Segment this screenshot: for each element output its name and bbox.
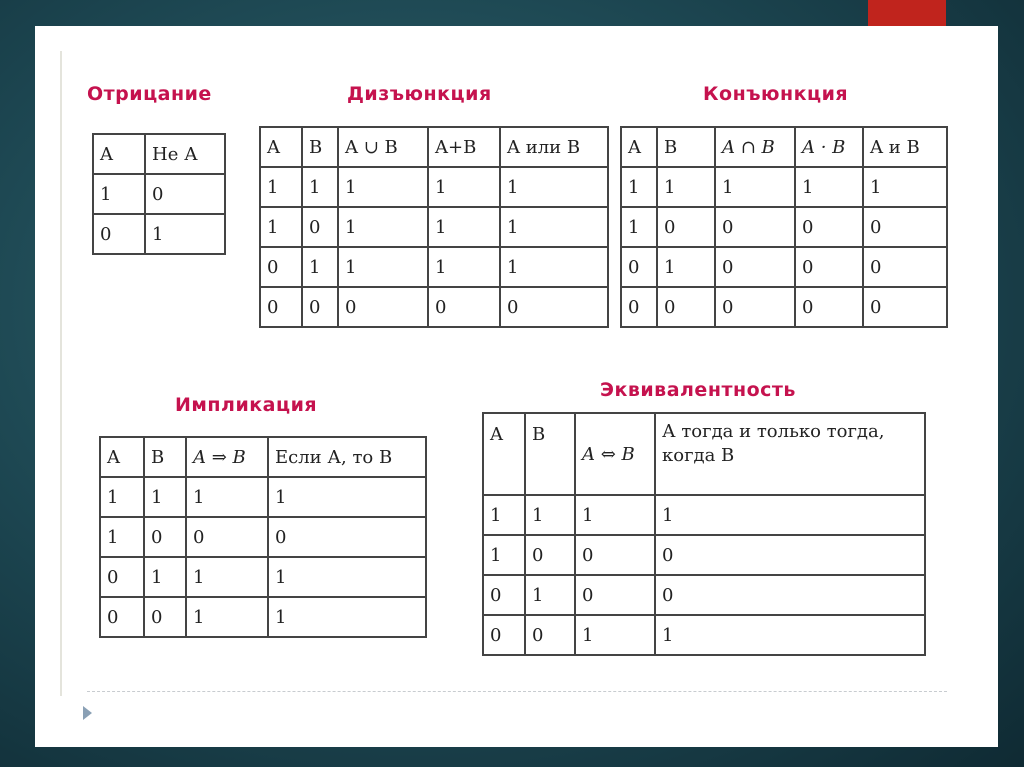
table-cell: 1 <box>268 477 426 517</box>
table-row <box>483 495 925 535</box>
table-cell: 0 <box>657 287 715 327</box>
header-cell: Если А, то В <box>268 437 426 477</box>
table-cell: 1 <box>655 615 925 655</box>
table-cell: 0 <box>657 207 715 247</box>
table-cell: 0 <box>500 287 608 327</box>
table-cell: 1 <box>260 167 302 207</box>
header-cell: B <box>302 127 338 167</box>
table-cell: 1 <box>621 167 657 207</box>
table-row <box>93 174 225 214</box>
table-cell: 1 <box>525 575 575 615</box>
table-cell: 1 <box>483 495 525 535</box>
table-cell: 1 <box>268 597 426 637</box>
table-cell: 1 <box>100 477 144 517</box>
table-row <box>100 557 426 597</box>
table-cell: 0 <box>715 207 795 247</box>
table-header-row <box>483 413 925 495</box>
table-cell: 1 <box>428 167 500 207</box>
table-header-row <box>100 437 426 477</box>
table-row <box>100 517 426 557</box>
table-cell: 1 <box>795 167 863 207</box>
table-row <box>260 207 608 247</box>
table-cell: 0 <box>302 287 338 327</box>
table-cell: 1 <box>428 207 500 247</box>
table-row <box>483 535 925 575</box>
header-cell: Не А <box>145 134 225 174</box>
table-cell: 1 <box>144 557 186 597</box>
table-header-row <box>260 127 608 167</box>
header-cell: A ⇔ B <box>575 413 655 495</box>
header-cell: A <box>621 127 657 167</box>
table-cell: 0 <box>428 287 500 327</box>
table-cell: 1 <box>657 167 715 207</box>
table-row <box>260 287 608 327</box>
negation-table <box>92 133 226 255</box>
table-cell: 0 <box>621 287 657 327</box>
table-cell: 1 <box>302 167 338 207</box>
red-accent-bar <box>868 0 946 26</box>
equivalence-title: Эквивалентность <box>600 379 796 401</box>
table-cell: 1 <box>500 247 608 287</box>
table-row <box>93 214 225 254</box>
table-cell: 0 <box>795 287 863 327</box>
table-cell: 1 <box>186 557 268 597</box>
table-cell: 0 <box>145 174 225 214</box>
table-cell: 0 <box>525 615 575 655</box>
table-cell: 0 <box>260 287 302 327</box>
table-cell: 1 <box>525 495 575 535</box>
table-cell: 0 <box>863 207 947 247</box>
header-cell: B <box>525 413 575 495</box>
table-cell: 0 <box>186 517 268 557</box>
table-cell: 1 <box>145 214 225 254</box>
header-cell: A ⇒ B <box>186 437 268 477</box>
table-cell: 1 <box>338 247 428 287</box>
table-cell: 0 <box>100 557 144 597</box>
table-cell: 1 <box>863 167 947 207</box>
negation-title: Отрицание <box>87 83 212 105</box>
table-row <box>621 207 947 247</box>
disjunction-table <box>259 126 609 328</box>
table-cell: 1 <box>186 477 268 517</box>
table-header-row <box>621 127 947 167</box>
table-cell: 1 <box>144 477 186 517</box>
table-cell: 0 <box>575 575 655 615</box>
header-cell: A <box>260 127 302 167</box>
table-row <box>260 247 608 287</box>
header-cell: B <box>144 437 186 477</box>
table-cell: 0 <box>655 535 925 575</box>
table-cell: 1 <box>500 167 608 207</box>
table-cell: 0 <box>575 535 655 575</box>
decorative-vertical-line <box>60 51 62 696</box>
table-cell: 0 <box>144 597 186 637</box>
table-cell: 1 <box>260 207 302 247</box>
table-row <box>483 615 925 655</box>
table-cell: 1 <box>338 167 428 207</box>
table-cell: 0 <box>338 287 428 327</box>
table-cell: 1 <box>483 535 525 575</box>
table-row <box>621 167 947 207</box>
header-cell: A <box>100 437 144 477</box>
implication-table <box>99 436 427 638</box>
slide <box>35 26 998 747</box>
header-cell: B <box>657 127 715 167</box>
table-row <box>483 575 925 615</box>
header-cell: A и B <box>863 127 947 167</box>
header-cell: A ∩ B <box>715 127 795 167</box>
table-cell: 0 <box>144 517 186 557</box>
conjunction-table <box>620 126 948 328</box>
table-cell: 0 <box>715 287 795 327</box>
table-cell: 1 <box>93 174 145 214</box>
triangle-right-icon[interactable] <box>83 706 92 720</box>
table-cell: 1 <box>575 495 655 535</box>
table-row <box>100 597 426 637</box>
header-cell: А тогда и только тогда, когда В <box>655 413 925 495</box>
table-cell: 1 <box>428 247 500 287</box>
header-cell: A · B <box>795 127 863 167</box>
header-cell: A ∪ B <box>338 127 428 167</box>
table-cell: 0 <box>795 247 863 287</box>
table-cell: 0 <box>655 575 925 615</box>
table-row <box>621 287 947 327</box>
header-cell: A или B <box>500 127 608 167</box>
table-cell: 1 <box>268 557 426 597</box>
conjunction-title: Конъюнкция <box>703 83 849 105</box>
table-cell: 0 <box>268 517 426 557</box>
table-row <box>260 167 608 207</box>
header-cell: A+B <box>428 127 500 167</box>
table-cell: 1 <box>186 597 268 637</box>
header-cell: A <box>483 413 525 495</box>
table-cell: 0 <box>795 207 863 247</box>
table-cell: 0 <box>863 247 947 287</box>
table-cell: 0 <box>525 535 575 575</box>
table-cell: 1 <box>657 247 715 287</box>
table-cell: 1 <box>500 207 608 247</box>
table-cell: 1 <box>655 495 925 535</box>
table-cell: 0 <box>863 287 947 327</box>
table-cell: 1 <box>100 517 144 557</box>
table-cell: 0 <box>715 247 795 287</box>
table-cell: 0 <box>100 597 144 637</box>
table-cell: 1 <box>302 247 338 287</box>
table-cell: 1 <box>715 167 795 207</box>
table-cell: 1 <box>575 615 655 655</box>
table-cell: 0 <box>621 247 657 287</box>
table-cell: 1 <box>338 207 428 247</box>
header-cell: A <box>93 134 145 174</box>
table-cell: 0 <box>93 214 145 254</box>
disjunction-title: Дизъюнкция <box>347 83 492 105</box>
table-cell: 0 <box>483 575 525 615</box>
table-row <box>621 247 947 287</box>
table-cell: 0 <box>483 615 525 655</box>
table-header-row <box>93 134 225 174</box>
equivalence-table <box>482 412 926 656</box>
table-row <box>100 477 426 517</box>
dashed-divider <box>87 691 947 692</box>
table-cell: 0 <box>302 207 338 247</box>
implication-title: Импликация <box>175 394 318 416</box>
table-cell: 1 <box>621 207 657 247</box>
table-cell: 0 <box>260 247 302 287</box>
